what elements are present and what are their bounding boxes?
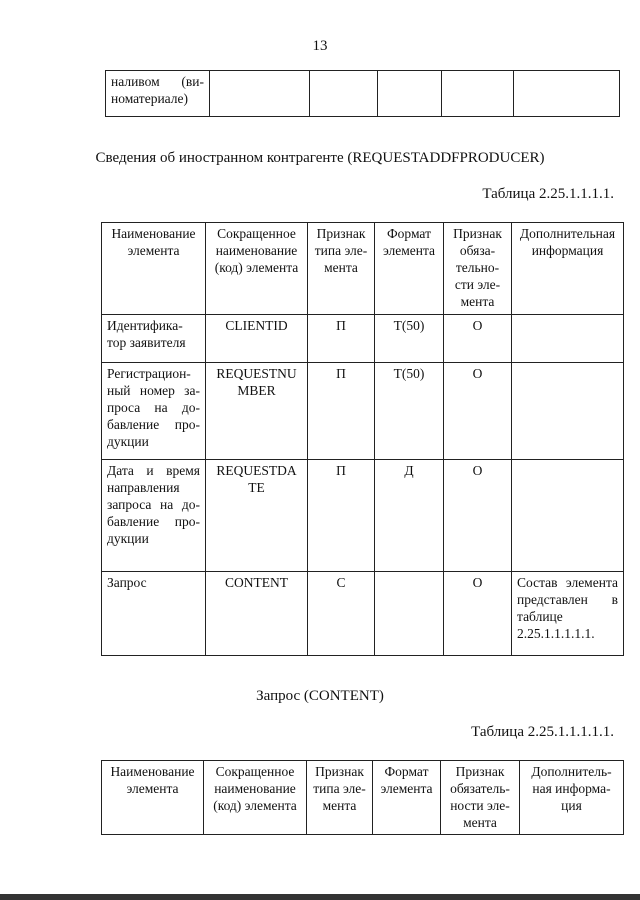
table-cell: Регистрацион-ный номер за-проса на до-бавление про-дукции	[102, 363, 206, 460]
page-number: 13	[312, 38, 328, 54]
producer-table	[101, 222, 624, 656]
table-cell	[514, 71, 620, 117]
table-header-row	[102, 223, 624, 315]
table-cell: О	[444, 460, 512, 572]
header-cell: Наименование элемента	[102, 761, 204, 835]
table-row	[102, 315, 624, 363]
table-cell: REQUESTDA TE	[206, 460, 308, 572]
table-row	[106, 71, 620, 117]
header-cell: Дополнительная информация	[512, 223, 624, 315]
table-cell	[512, 460, 624, 572]
table-cell: П	[308, 460, 375, 572]
table-cell	[210, 71, 310, 117]
header-cell: Наименование элемента	[102, 223, 206, 315]
header-cell: Признак типа эле-мента	[307, 761, 373, 835]
table-row	[102, 363, 624, 460]
table-cell: С	[308, 572, 375, 656]
header-cell: Признак обяза-тельно-сти эле-мента	[444, 223, 512, 315]
table-row	[102, 572, 624, 656]
header-cell: Дополнитель-ная информа-ция	[520, 761, 624, 835]
header-cell: Формат элемента	[373, 761, 441, 835]
table-cell: Д	[375, 460, 444, 572]
table-cell: П	[308, 315, 375, 363]
table-cell	[512, 363, 624, 460]
table-row	[102, 460, 624, 572]
section-heading: Сведения об иностранном контрагенте (REQUESTADDFPRODUCER)	[95, 150, 545, 166]
table-caption: Таблица 2.25.1.1.1.1.	[482, 186, 614, 202]
table-cell: Идентифика-тор заявителя	[102, 315, 206, 363]
header-cell: Признак обязатель-ности эле-мента	[441, 761, 520, 835]
header-cell: Формат элемента	[375, 223, 444, 315]
table-cell: П	[308, 363, 375, 460]
table-cell: О	[444, 572, 512, 656]
table-cell: CONTENT	[206, 572, 308, 656]
content-table	[101, 760, 624, 835]
scan-edge	[0, 894, 640, 900]
table-caption: Таблица 2.25.1.1.1.1.1.	[471, 724, 614, 740]
table-cell: CLIENTID	[206, 315, 308, 363]
table-cell	[442, 71, 514, 117]
header-cell: Признак типа эле-мента	[308, 223, 375, 315]
table-cell: Дата и время направления запроса на до-бавление про-дукции	[102, 460, 206, 572]
table-cell: Запрос	[102, 572, 206, 656]
table-cell: Состав элемента представлен в таблице 2.25.1.1.1.1.1.	[512, 572, 624, 656]
table-cell: О	[444, 363, 512, 460]
table-cell	[310, 71, 378, 117]
table-cell	[375, 572, 444, 656]
section-heading: Запрос (CONTENT)	[256, 688, 384, 704]
table-cell: О	[444, 315, 512, 363]
table-cell: Т(50)	[375, 315, 444, 363]
table-header-row	[102, 761, 624, 835]
table-cell	[378, 71, 442, 117]
table-cell: REQUESTNU MBER	[206, 363, 308, 460]
header-cell: Сокращенное наименование (код) элемента	[204, 761, 307, 835]
table-cell: наливом (ви-номатериале)	[106, 71, 210, 117]
table-cell	[512, 315, 624, 363]
table-cell: Т(50)	[375, 363, 444, 460]
previous-table-fragment	[105, 70, 620, 117]
header-cell: Сокращенное наименование (код) элемента	[206, 223, 308, 315]
